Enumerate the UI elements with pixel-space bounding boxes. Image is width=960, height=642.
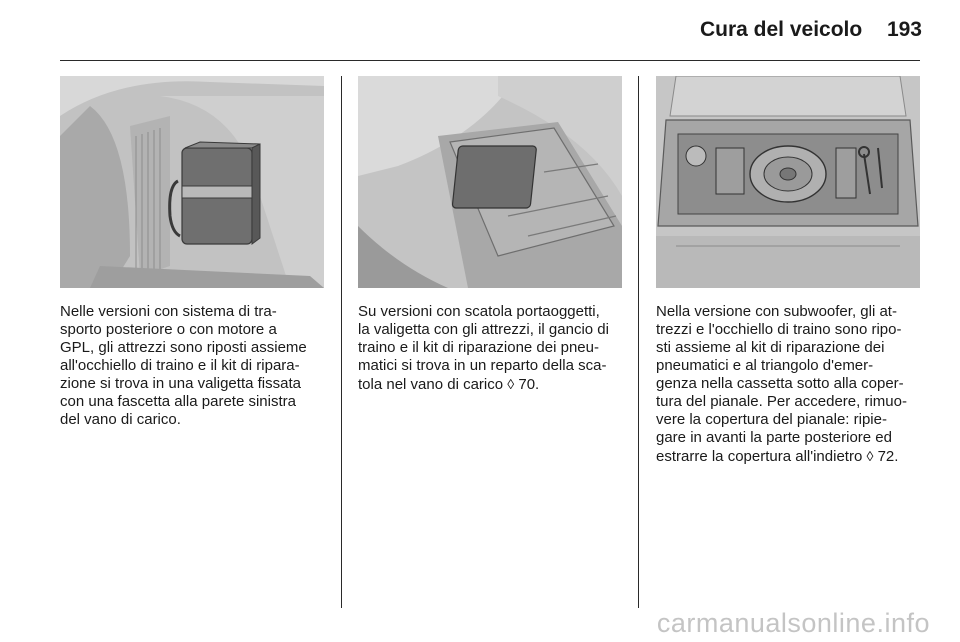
figure-toolcase-side-wall	[60, 76, 324, 288]
page-reference-link[interactable]: 72.	[877, 448, 899, 465]
storage-box-illustration	[358, 76, 622, 288]
figure-floor-cassette-subwoofer	[656, 76, 920, 288]
page-reference-arrow-icon: ◊	[866, 448, 874, 464]
column-3-text	[656, 303, 926, 466]
page-title: Cura del veicolo	[700, 18, 863, 41]
page-reference-arrow-icon: ◊	[507, 376, 515, 392]
paragraph-1: Nelle versioni con sistema di tra- sporto posteriore o con motore a GPL, gli attrezzi sono riposti assieme all'occhiello di traino e il kit di ripara- zione si trova in una valigetta fissata con una fascetta alla parete sinistra del vano di carico.	[60, 303, 307, 428]
column-2-text	[358, 303, 628, 394]
watermark: carmanualsonline.info	[656, 608, 930, 638]
column-divider	[638, 76, 639, 608]
figure-toolcase-storage-box	[358, 76, 622, 288]
header-divider	[60, 60, 920, 61]
paragraph-2-body: Su versioni con scatola portaoggetti, la valigetta con gli attrezzi, il gancio di traino e il kit di riparazione dei pneu- matici si trova in un reparto della sca- tola nel vano di carico	[358, 303, 609, 393]
paragraph-3-body: Nella versione con subwoofer, gli at- trezzi e l'occhiello di traino sono ripo- sti assieme al kit di riparazione dei pneumatici e al triangolo d'emer- genza nella cassetta sotto alla coper- tura del pianale. Per accedere, rimuo- vere la copertura del pianale: ripie- gare in avanti la parte posteriore ed estrarre la copertura all'indietro	[656, 303, 907, 465]
column-1-text	[60, 303, 328, 429]
paragraph-3	[656, 303, 926, 466]
page-number: 193	[886, 18, 922, 41]
subwoofer-cassette-illustration	[656, 76, 920, 288]
page-reference-link[interactable]: 70.	[518, 376, 540, 393]
column-divider	[341, 76, 342, 608]
trunk-illustration	[60, 76, 324, 288]
paragraph-2	[358, 303, 628, 394]
